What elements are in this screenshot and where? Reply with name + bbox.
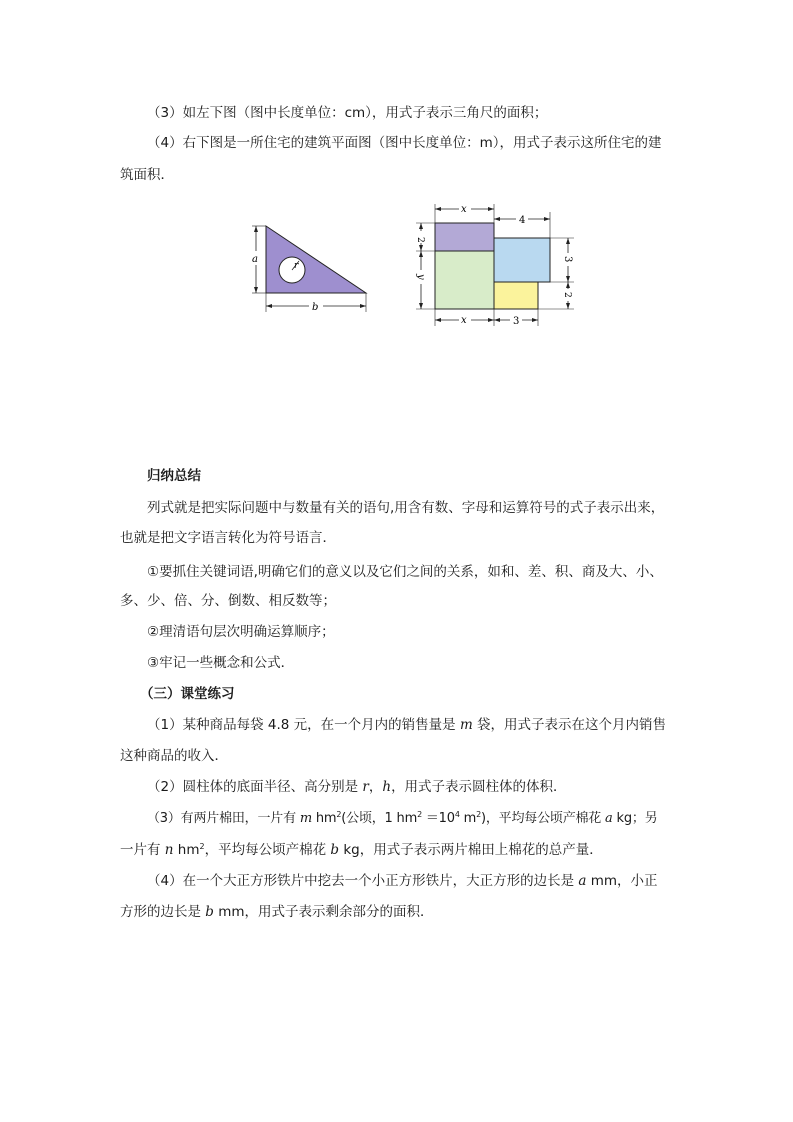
summary-line-1: 列式就是把实际问题中与数量有关的语句,用含有数、字母和运算符号的式子表示出来，	[147, 500, 665, 516]
dim-bottom-x: x	[461, 315, 467, 326]
label-b: b	[312, 302, 319, 313]
blue-room	[494, 238, 550, 282]
practice-q2: （2）圆柱体的底面半径、高分别是 r，h，用式子表示圆柱体的体积．	[147, 779, 567, 795]
dim-right-3: 3	[562, 256, 573, 263]
yellow-room	[494, 282, 538, 309]
practice-heading: （三）课堂练习	[140, 686, 235, 702]
house-plan-figure	[410, 200, 585, 330]
dim-top-x: x	[461, 204, 467, 215]
summary-heading: 归纳总结	[147, 468, 201, 484]
triangle-ruler-figure	[245, 220, 375, 320]
summary-item-3: ③牢记一些概念和公式．	[147, 655, 295, 671]
purple-room	[435, 223, 494, 251]
dim-top-4: 4	[519, 215, 526, 226]
summary-line-2: 也就是把文字语言转化为符号语言．	[120, 530, 336, 546]
summary-item-2: ②理清语句层次明确运算顺序；	[147, 624, 335, 640]
dim-right-2: 2	[562, 292, 572, 298]
dim-left-y: y	[415, 274, 426, 280]
practice-q1: （1）某种商品每袋 4.8 元，在一个月内的销售量是 m 袋，用式子表示在这个月内销售	[147, 717, 667, 733]
dim-left-2: 2	[415, 237, 425, 243]
triangle-shape	[266, 226, 366, 293]
label-r: r	[294, 261, 299, 271]
problem-4-text-cont: 筑面积．	[120, 167, 174, 183]
summary-item-1-cont: 多、少、倍、分、倒数、相反数等；	[120, 593, 336, 609]
practice-q3-cont: 一片有 n $hm^2$，平均每公顷产棉花 b kg，用式子表示两片棉田上棉花的总产量．	[120, 842, 603, 858]
dim-bottom-3: 3	[513, 316, 520, 327]
green-room	[435, 251, 494, 309]
problem-4-text: （4）右下图是一所住宅的建筑平面图（图中长度单位：m），用式子表示这所住宅的建	[147, 135, 662, 151]
practice-q1-cont: 这种商品的收入．	[120, 748, 228, 764]
problem-3-text: （3）如左下图（图中长度单位：cm），用式子表示三角尺的面积；	[147, 105, 548, 121]
label-a: a	[252, 254, 258, 265]
practice-q4: （4）在一个大正方形铁片中挖去一个小正方形铁片，大正方形的边长是 a mm，小正	[147, 873, 658, 889]
practice-q3: （3）有两片棉田，一片有 m $hm^2$(公顷，1 $hm^2 =10^4$ $m^2$)，平均每公顷产棉花 a kg；另	[147, 810, 658, 826]
summary-item-1: ①要抓住关键词语,明确它们的意义以及它们之间的关系，如和、差、积、商及大、小、	[147, 564, 663, 580]
practice-q4-cont: 方形的边长是 b mm，用式子表示剩余部分的面积．	[120, 904, 434, 920]
